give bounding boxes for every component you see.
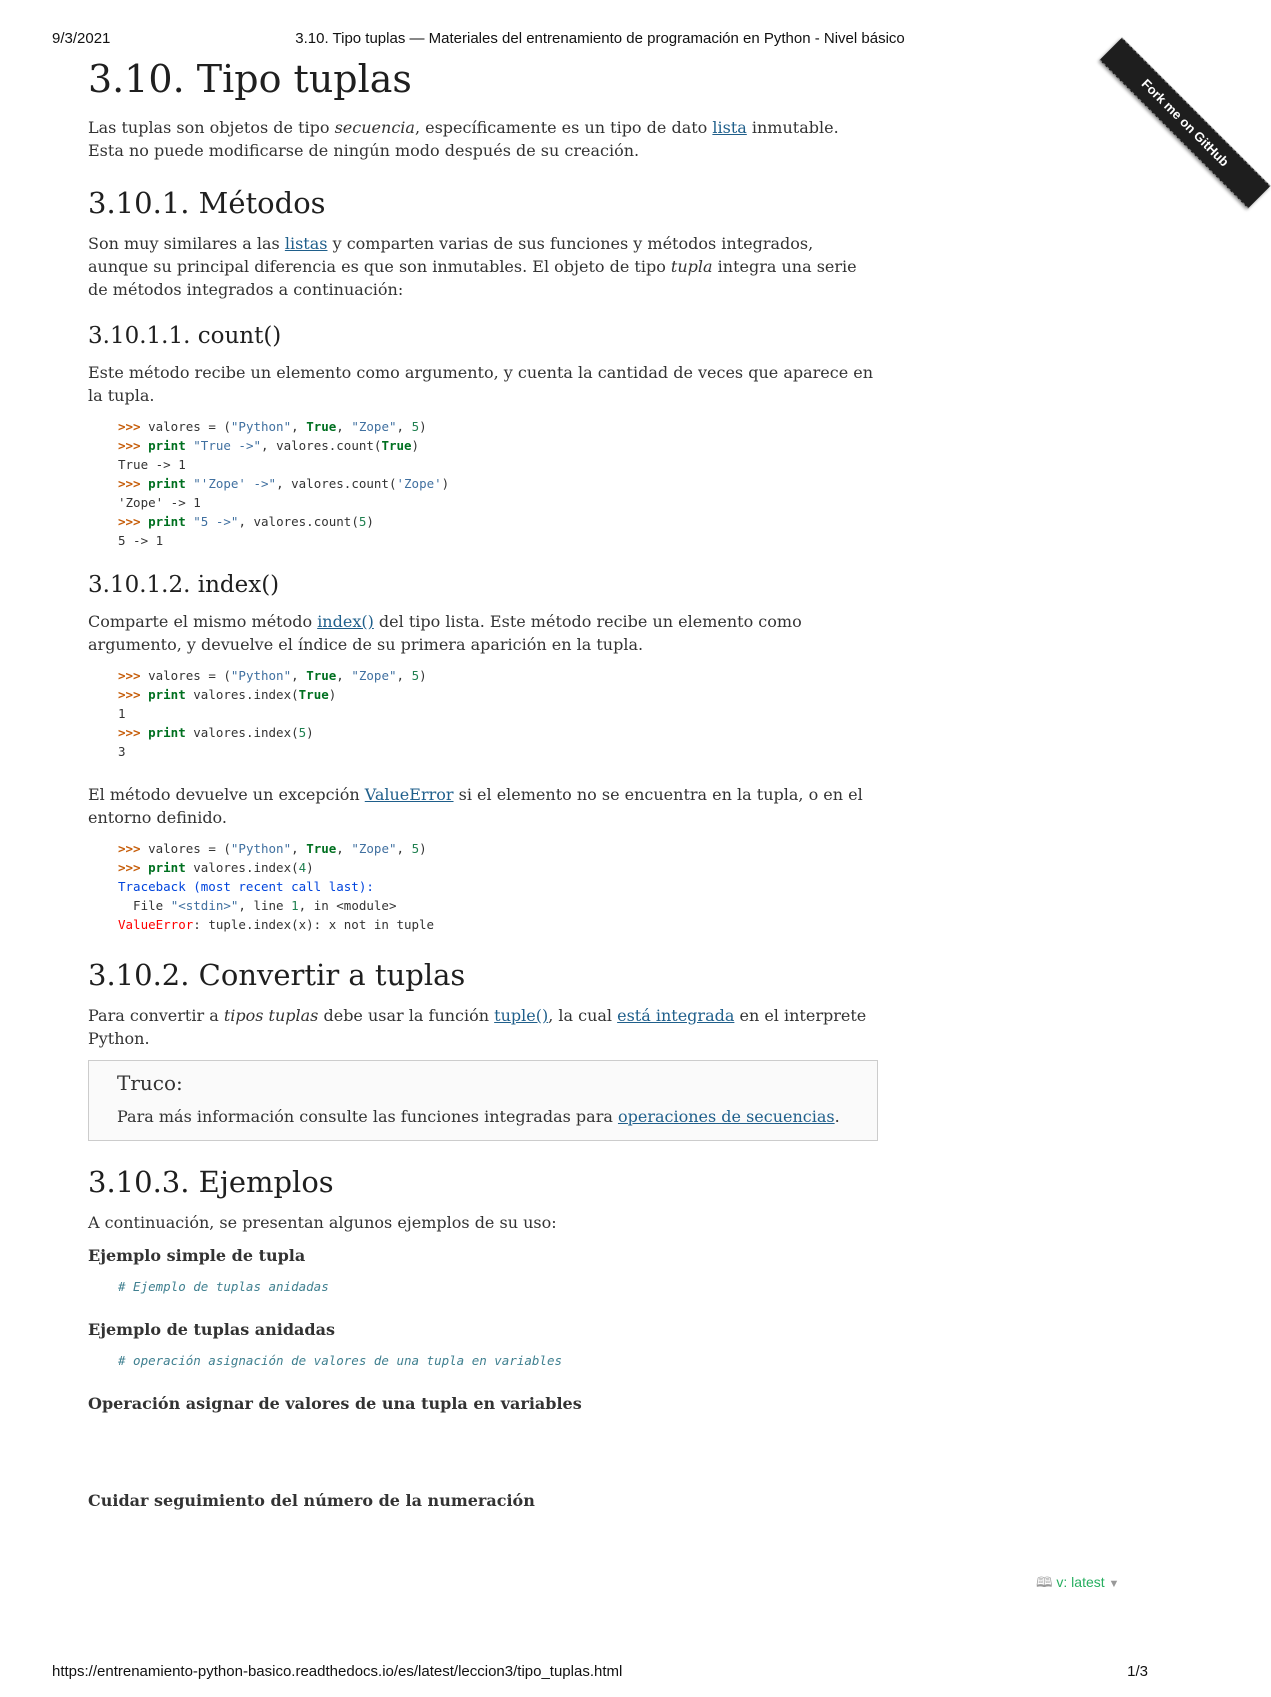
listas-link[interactable]: listas [284,233,328,253]
code-token: , [336,667,352,683]
metodos-paragraph [88,232,878,301]
convertir-paragraph [88,1004,878,1050]
text: debe usar la función [318,1005,495,1025]
code-token: >>> [118,437,141,453]
count-heading: 3.10.1.1. count() [88,322,282,349]
code-token: "True ->" [193,437,262,453]
code-token: valores = ( [148,667,231,683]
print-url: https://entrenamiento-python-basico.readthedocs.io/es/latest/leccion3/tipo_tuplas.html [52,1663,623,1680]
code-token [118,915,878,934]
text: Para convertir a [88,1005,224,1025]
code-token: , line [238,897,292,913]
code-token: 'Zope' [396,475,442,491]
text: en el interprete Python. [88,1005,867,1048]
text: y comparten varias de sus funciones y métodos integrados, aunque su principal diferencia es que son inmutables. El objeto de tipo [88,233,814,276]
code-token: "Zope" [351,418,397,434]
code-token: , [336,840,352,856]
caret-down-icon: ▼ [1108,1578,1120,1590]
version-badge[interactable] [1036,1572,1119,1596]
valueerror-link[interactable]: ValueError [364,784,454,804]
text: , específicamente es un tipo de dato [414,117,713,137]
count-description: Este método recibe un elemento como argumento, y cuenta la cantidad de veces que aparece en la tupla. [88,362,874,405]
code-token: print [148,724,186,740]
operaciones-secuencias-link[interactable]: operaciones de secuencias [617,1106,835,1126]
ejemplo-simple-code [118,1277,878,1296]
code-token [118,685,878,704]
esta-integrada-link[interactable]: está integrada [617,1005,735,1025]
index-code-block [118,666,878,761]
code-token: "Python" [230,667,292,683]
code-token: 5 -> 1 [118,532,164,548]
code-token: ) [366,513,374,529]
code-token: 5 [411,840,420,856]
code-token: "Zope" [351,667,397,683]
emphasis: tipos tuplas [223,1005,319,1025]
code-token: 3 [118,743,126,759]
code-token: valores = ( [148,840,231,856]
code-token: ) [441,475,450,491]
text: inmutable. Esta no puede modificarse de ningún modo después de su creación. [88,117,839,160]
text: Para más información consulte las funciones integradas para [117,1106,618,1126]
fork-me-link[interactable]: Fork me on GitHub [1099,37,1270,208]
emphasis: secuencia [334,117,415,137]
code-token: ) [411,437,420,453]
code-token: , valores.count( [261,437,382,453]
code-token: >>> [118,840,141,856]
code-token: print [148,437,186,453]
index-description [88,610,878,656]
code-token: >>> [118,667,141,683]
code-token: File [118,897,171,913]
code-token: True [306,667,337,683]
code-token: , [291,418,307,434]
text: si el elemento no se encuentra en la tupla, o en el entorno definido. [88,784,863,827]
code-token: , [396,667,412,683]
code-token: , [291,667,307,683]
tuple-function-link[interactable]: tuple() [494,1005,549,1025]
code-token: True -> 1 [118,456,186,472]
index-heading: 3.10.1.2. index() [88,571,280,598]
code-token: "Python" [230,418,292,434]
code-token [118,436,878,455]
ejemplo-simple-label: Ejemplo simple de tupla [88,1245,306,1265]
code-token: 5 [411,418,420,434]
ejemplo-anidadas-label: Ejemplo de tuplas anidadas [88,1319,335,1339]
github-ribbon[interactable] [1050,55,1233,205]
code-token [118,723,878,742]
main-content [88,58,878,1522]
intro-paragraph [88,116,878,162]
code-token: "<stdin>" [170,897,239,913]
text: , la cual [548,1005,618,1025]
code-token: True [306,418,337,434]
truco-admonition [88,1060,878,1141]
code-token: "Zope" [351,840,397,856]
code-token: True [306,840,337,856]
code-token: "5 ->" [193,513,239,529]
admonition-title: Truco: [117,1070,183,1095]
code-token [118,858,878,877]
code-token: True [298,686,329,702]
code-token: print [148,859,186,875]
text: El método devuelve un excepción [88,784,365,804]
code-token: ) [419,418,427,434]
book-icon: 🕮 [1036,1574,1053,1590]
spacer [88,1425,878,1479]
code-token: # operación asignación de valores de una tupla en variables [118,1352,563,1368]
code-token: ValueError [118,916,194,932]
ejemplo-numeracion-label: Cuidar seguimiento del número de la numeración [88,1490,535,1510]
code-token: ) [328,686,337,702]
code-token: >>> [118,418,141,434]
code-token: Traceback (most recent call last): [118,878,374,894]
print-title: 3.10. Tipo tuplas — Materiales del entrenamiento de programación en Python - Nivel básico [295,30,905,47]
code-token [118,666,878,685]
code-token [118,896,878,915]
code-token: "Python" [230,840,292,856]
print-date: 9/3/2021 [52,30,111,47]
lista-link[interactable]: lista [712,117,747,137]
code-token: >>> [118,513,141,529]
code-token: , in <module> [298,897,397,913]
code-token: print [148,686,186,702]
valueerror-paragraph [88,783,878,829]
code-token: ) [419,667,427,683]
code-token: >>> [118,859,141,875]
ejemplo-asignar-label: Operación asignar de valores de una tupla en variables [88,1393,582,1413]
code-token: , valores.count( [238,513,359,529]
code-token: , [336,418,352,434]
text: Comparte el mismo método [88,611,318,631]
code-token: , [291,840,307,856]
code-token: # Ejemplo de tuplas anidadas [118,1278,329,1294]
code-token: print [148,475,186,491]
valueerror-code-block [118,839,878,934]
code-token: ) [306,859,314,875]
code-token: 5 [411,667,420,683]
section-ejemplos-heading: 3.10.3. Ejemplos [88,1164,334,1199]
ejemplos-intro: A continuación, se presentan algunos ejemplos de su uso: [88,1212,557,1232]
code-token [118,474,878,493]
print-page-number: 1/3 [1127,1663,1148,1680]
code-token: 4 [298,859,307,875]
code-token: "'Zope' ->" [193,475,277,491]
code-token: valores.index( [185,859,299,875]
code-token [118,839,878,858]
code-token: ) [306,724,314,740]
ejemplo-anidadas-code [118,1351,878,1370]
code-token: , valores.count( [276,475,397,491]
index-link[interactable]: index() [317,611,374,631]
section-convertir-heading: 3.10.2. Convertir a tuplas [88,957,466,992]
count-code-block [118,417,878,550]
code-token: print [148,513,186,529]
text: . [834,1106,840,1126]
code-token [118,417,878,436]
page-title: 3.10. Tipo tuplas [88,57,412,101]
code-token: 5 [358,513,367,529]
code-token: 1 [118,705,126,721]
code-token: valores.index( [185,686,299,702]
version-label: v: latest [1056,1574,1105,1590]
code-token [118,512,878,531]
code-token: 5 [298,724,307,740]
code-token: , [396,840,412,856]
emphasis: tupla [670,256,713,276]
text: Son muy similares a las [88,233,285,253]
code-token: valores = ( [148,418,231,434]
code-token: ) [419,840,427,856]
admonition-body [117,1105,849,1128]
section-metodos-heading: 3.10.1. Métodos [88,185,326,220]
text: del tipo lista. Este método recibe un elemento como argumento, y devuelve el índice de su primera aparición en la tupla. [88,611,802,654]
code-token: >>> [118,475,141,491]
code-token: True [381,437,412,453]
code-token: 1 [291,897,299,913]
text: integra una serie de métodos integrados a continuación: [88,256,857,299]
code-token: >>> [118,686,141,702]
code-token: valores.index( [185,724,299,740]
code-token: >>> [118,724,141,740]
code-token: 'Zope' -> 1 [118,494,201,510]
code-token: , [396,418,412,434]
code-token: : tuple.index(x): x not in tuple [193,916,435,932]
text: Las tuplas son objetos de tipo [88,117,335,137]
